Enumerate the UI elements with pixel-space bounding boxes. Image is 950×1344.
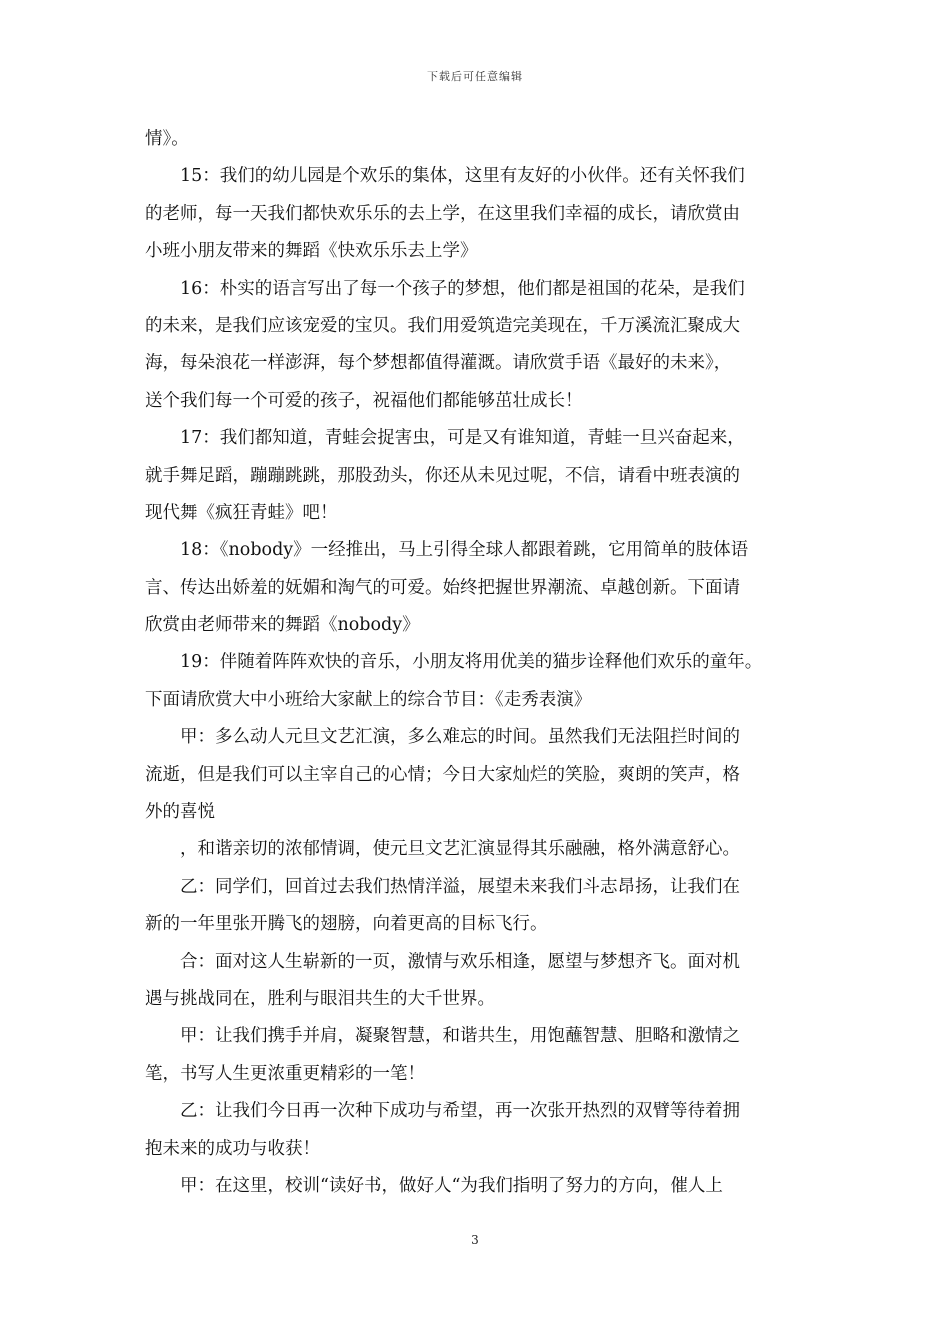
text-line: 笔，书写人生更浓重更精彩的一笔！ xyxy=(145,1063,425,1084)
text-line: 19：伴随着阵阵欢快的音乐，小朋友将用优美的猫步诠释他们欢乐的童年。 xyxy=(180,652,763,673)
text-line: 的老师，每一天我们都快欢乐乐的去上学，在这里我们幸福的成长，请欣赏由 xyxy=(145,203,740,224)
text-line: 17：我们都知道，青蛙会捉害虫，可是又有谁知道，青蛙一旦兴奋起来， xyxy=(180,428,745,449)
text-line: 15：我们的幼儿园是个欢乐的集体，这里有友好的小伙伴。还有关怀我们 xyxy=(180,166,745,187)
text-line: 下面请欣赏大中小班给大家献上的综合节目：《走秀表演》 xyxy=(145,689,592,710)
text-line: 甲：让我们携手并肩，凝聚智慧，和谐共生，用饱蘸智慧、胆略和激情之 xyxy=(180,1026,740,1047)
text-line: 情》。 xyxy=(145,129,189,149)
text-line: 16：朴实的语言写出了每一个孩子的梦想，他们都是祖国的花朵，是我们 xyxy=(180,278,745,299)
document-body xyxy=(145,121,813,1205)
text-line: 乙：让我们今日再一次种下成功与希望，再一次张开热烈的双臂等待着拥 xyxy=(180,1101,740,1122)
page-header: 下载后可任意编辑 xyxy=(427,70,523,83)
text-line: 遇与挑战同在，胜利与眼泪共生的大千世界。 xyxy=(145,988,495,1009)
text-line: 现代舞《疯狂青蛙》吧！ xyxy=(145,502,338,523)
text-line: 外的喜悦 xyxy=(145,802,215,823)
text-line: 流逝，但是我们可以主宰自己的心情；今日大家灿烂的笑脸，爽朗的笑声，格 xyxy=(145,764,740,785)
text-line: 就手舞足蹈，蹦蹦跳跳，那股劲头，你还从未见过呢，不信，请看中班表演的 xyxy=(145,465,740,486)
text-line: 言、传达出娇羞的妩媚和淘气的可爱。始终把握世界潮流、卓越创新。下面请 xyxy=(145,577,740,598)
text-line: ，和谐亲切的浓郁情调，使元旦文艺汇演显得其乐融融，格外满意舒心。 xyxy=(180,839,740,860)
text-line: 合：面对这人生崭新的一页，激情与欢乐相逢，愿望与梦想齐飞。面对机 xyxy=(180,951,740,972)
text-line: 欣赏由老师带来的舞蹈《nobody》 xyxy=(145,615,420,636)
text-line: 小班小朋友带来的舞蹈《快欢乐乐去上学》 xyxy=(145,241,478,262)
page-number: 3 xyxy=(471,1233,479,1247)
text-line: 乙：同学们，回首过去我们热情洋溢，展望未来我们斗志昂扬，让我们在 xyxy=(180,876,740,897)
text-line: 海，每朵浪花一样澎湃，每个梦想都值得灌溉。请欣赏手语《最好的未来》， xyxy=(145,353,732,374)
text-line: 18：《nobody》一经推出，马上引得全球人都跟着跳，它用简单的肢体语 xyxy=(180,540,749,561)
text-line: 甲：多么动人元旦文艺汇演，多么难忘的时间。虽然我们无法阻拦时间的 xyxy=(180,727,740,748)
text-line: 甲：在这里，校训“读好书，做好人“为我们指明了努力的方向，催人上 xyxy=(180,1175,723,1196)
text-line: 新的一年里张开腾飞的翅膀，向着更高的目标飞行。 xyxy=(145,914,548,935)
text-line: 送个我们每一个可爱的孩子，祝福他们都能够茁壮成长！ xyxy=(145,390,583,411)
text-line: 的未来，是我们应该宠爱的宝贝。我们用爱筑造完美现在，千万溪流汇聚成大 xyxy=(145,315,740,336)
text-line: 抱未来的成功与收获！ xyxy=(145,1138,320,1159)
